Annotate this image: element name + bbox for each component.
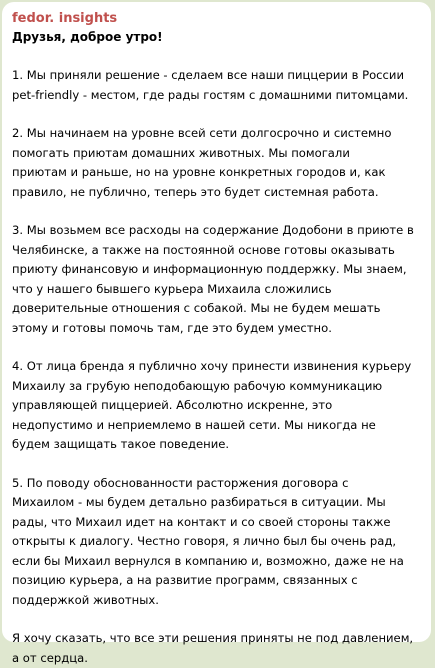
text-line: pet-friendly - местом, где рады гостям с домашними питомцами. [12,86,421,106]
sender-name[interactable]: fedor. insights [12,10,421,27]
text-line: 1. Мы приняли решение - сделаем все наши пиццерии в России [12,66,421,86]
message-bubble [2,2,431,642]
text-line: 2. Мы начинаем на уровне всей сети долгосрочно и системно [12,124,421,144]
text-line: приютам и раньше, но на уровне конкретных городов и, как [12,163,421,183]
text-line: позицию курьера, а на развитие программ, связанных с [12,571,421,591]
text-line: доверительные отношения с собакой. Мы не будем мешать [12,299,421,319]
text-line: поддержкой животных. [12,591,421,611]
text-line: рады, что Михаил идет на контакт и со своей стороны также [12,513,421,533]
text-line: Михаилом - мы будем детально разбираться в ситуации. Мы [12,493,421,513]
text-line: 3. Мы возьмем все расходы на содержание Додобони в приюте в [12,221,421,241]
text-line: открыты к диалогу. Честно говоря, я лично был бы очень рад, [12,532,421,552]
text-line: помогать приютам домашних животных. Мы помогали [12,144,421,164]
message-paragraph-4 [12,357,421,455]
text-line: если бы Михаил вернулся в компанию и, возможно, даже не на [12,552,421,572]
text-line: что у нашего бывшего курьера Михаила сложились [12,280,421,300]
text-line: недопустимо и неприемлемо в нашей сети. Мы никогда не [12,416,421,436]
message-greeting: Друзья, доброе утро! [12,28,421,47]
message-paragraph-6 [12,629,421,668]
message-paragraph-5 [12,474,421,611]
text-line: будем защищать такое поведение. [12,435,421,455]
text-line: а от сердца. [12,649,421,668]
message-paragraph-3 [12,221,421,338]
text-line: управляющей пиццерией. Абсолютно искренне, это [12,396,421,416]
text-line: Я хочу сказать, что все эти решения приняты не под давлением, [12,629,421,649]
text-line: 4. От лица бренда я публично хочу принести извинения курьеру [12,357,421,377]
text-line: Михаилу за грубую неподобающую рабочую коммуникацию [12,377,421,397]
text-line: 5. По поводу обоснованности расторжения договора с [12,474,421,494]
text-line: Челябинске, а также на постоянной основе готовы оказывать [12,241,421,261]
text-line: этому и готовы помочь там, где это будем уместно. [12,319,421,339]
text-line: правило, не публично, теперь это будет системная работа. [12,183,421,203]
text-line: приюту финансовую и информационную поддержку. Мы знаем, [12,260,421,280]
message-paragraph-2 [12,124,421,202]
message-paragraph-1 [12,66,421,105]
